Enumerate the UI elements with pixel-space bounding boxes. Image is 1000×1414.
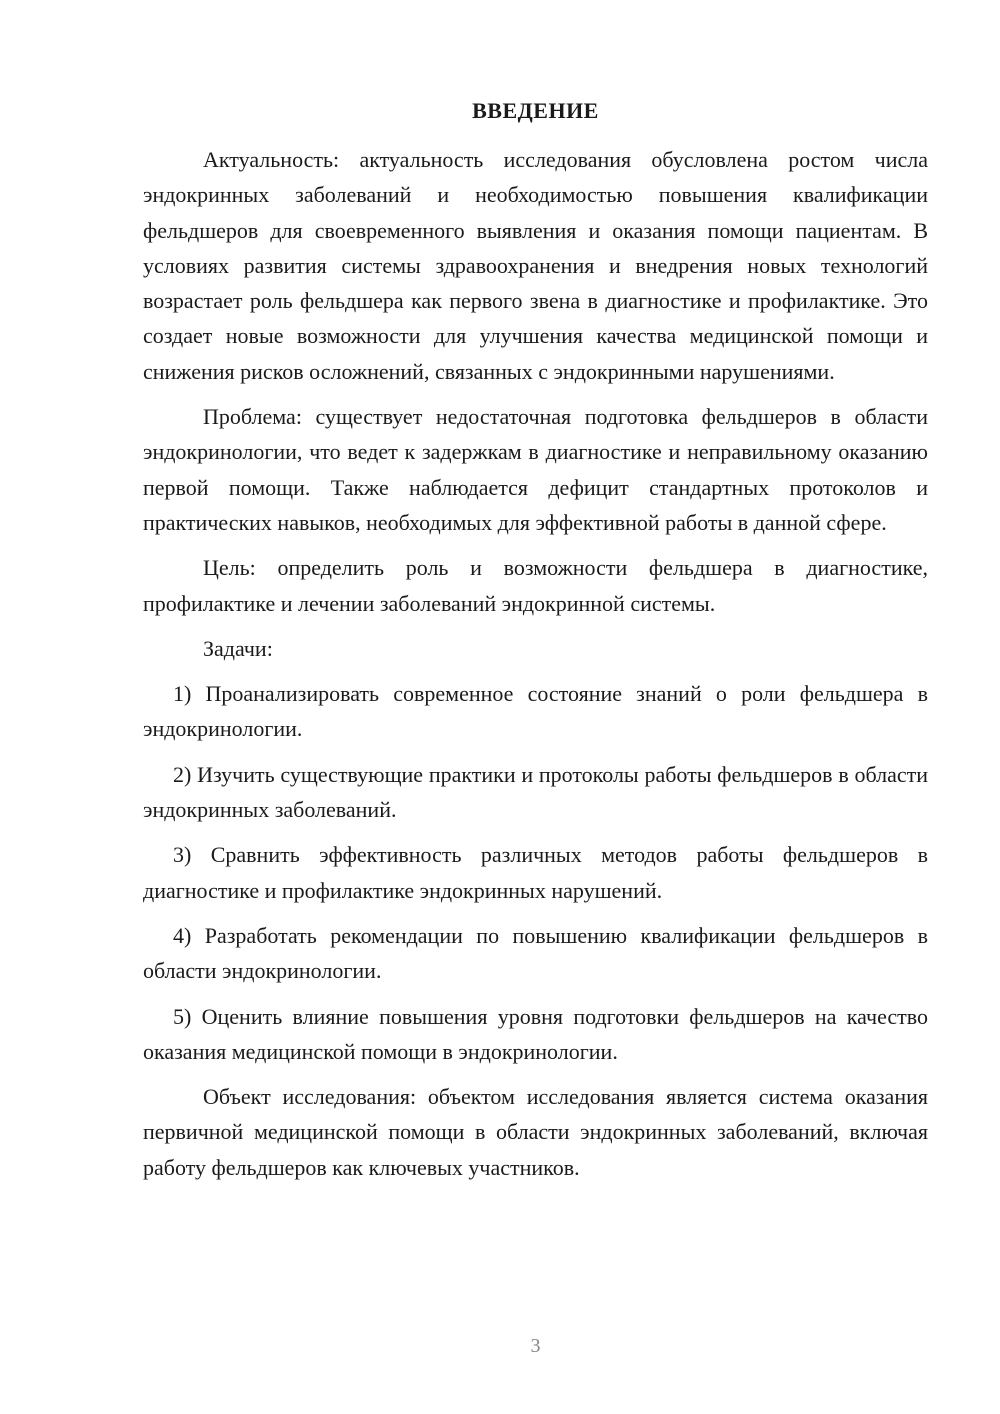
page-number: 3	[530, 1335, 541, 1357]
task-item-4: 4) Разработать рекомендации по повышению квалификации фельдшеров в области эндокринологии.	[143, 922, 928, 984]
section-body	[143, 142, 928, 1185]
object-paragraph: Объект исследования: объектом исследования является система оказания первичной медицинской помощи в области эндокринных заболеваний, включая работу фельдшеров как ключевых участников.	[143, 1084, 928, 1180]
task-item-5: 5) Оценить влияние повышения уровня подготовки фельдшеров на качество оказания медицинской помощи в эндокринологии.	[143, 1003, 928, 1064]
task-item-2: 2) Изучить существующие практики и протоколы работы фельдшеров в области эндокринных заболеваний.	[143, 761, 928, 823]
task-item-1: 1) Проанализировать современное состояние знаний о роли фельдшера в эндокринологии.	[143, 681, 928, 742]
problem-paragraph: Проблема: существует недостаточная подготовка фельдшеров в области эндокринологии, что ведет к задержкам в диагностике и неправильному оказанию первой помощи. Также наблюдается дефицит стандартных протоколов и практических навыков, необходимых для эффективной работы в данной сфере.	[143, 404, 928, 535]
task-item-3: 3) Сравнить эффективность различных методов работы фельдшеров в диагностике и профилактике эндокринных нарушений.	[143, 842, 928, 903]
relevance-paragraph: Актуальность: актуальность исследования обусловлена ростом числа эндокринных заболеваний и необходимостью повышения квалификации фельдшеров для своевременного выявления и оказания помощи пациентам. В условиях развития системы здравоохранения и внедрения новых технологий возрастает роль фельдшера как первого звена в диагностике и профилактике. Это создает новые возможности для улучшения качества медицинской помощи и снижения рисков осложнений, связанных с эндокринными нарушениями.	[143, 147, 928, 384]
goal-paragraph: Цель: определить роль и возможности фельдшера в диагностике, профилактике и лечении заболеваний эндокринной системы.	[143, 555, 928, 616]
section-title: ВВЕДЕНИЕ	[472, 98, 599, 123]
tasks-heading: Задачи:	[203, 635, 273, 661]
